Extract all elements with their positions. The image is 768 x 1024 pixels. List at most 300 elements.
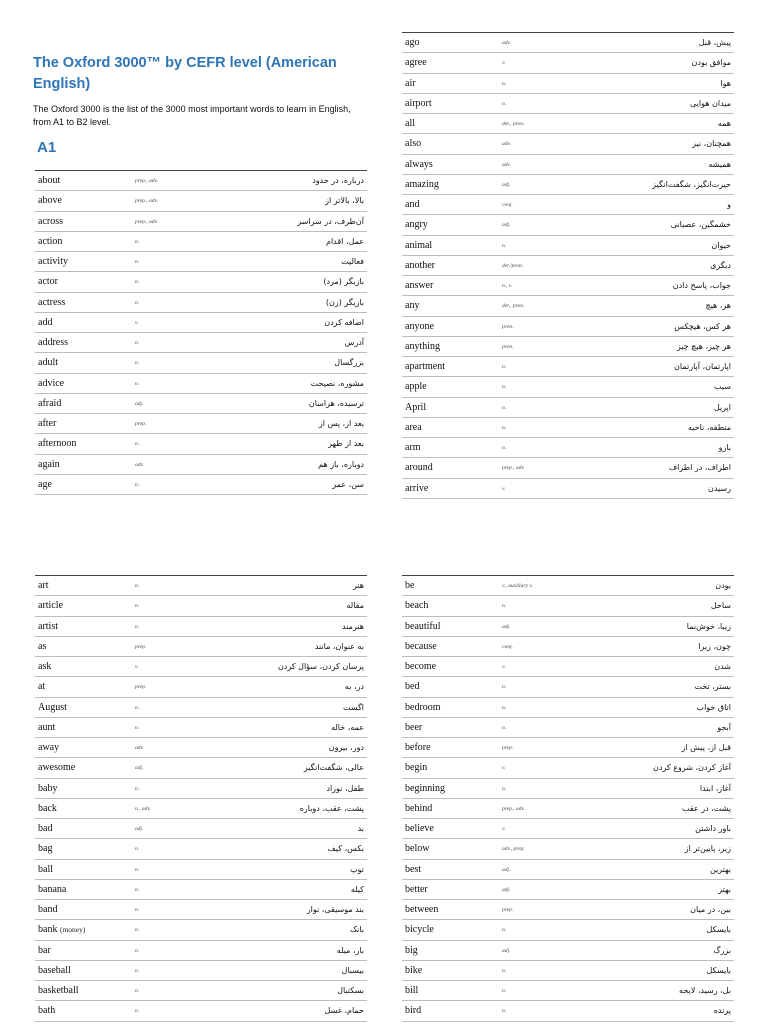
part-of-speech: n. <box>502 364 507 370</box>
headword <box>38 317 52 329</box>
part-of-speech: n., adv. <box>135 805 151 812</box>
table-row <box>402 317 734 337</box>
part-of-speech: n. <box>502 988 507 994</box>
headword-text: actress <box>38 296 66 308</box>
word-table-a1-part1 <box>35 170 367 495</box>
headword <box>405 240 432 252</box>
headword <box>38 459 60 471</box>
part-of-speech: det., pron. <box>502 121 525 127</box>
headword <box>405 600 428 612</box>
translation: مقاله <box>346 601 364 611</box>
translation: دوباره، باز هم <box>318 459 364 469</box>
headword-text: ball <box>38 863 53 875</box>
headword-text: after <box>38 418 57 429</box>
headword <box>38 580 49 592</box>
headword-text: be <box>405 580 415 591</box>
headword <box>405 924 434 936</box>
translation: بار، میله <box>336 945 364 955</box>
headword-text: bike <box>405 964 423 976</box>
headword <box>405 179 439 191</box>
part-of-speech: n. <box>135 441 140 448</box>
table-row <box>402 718 734 738</box>
headword <box>405 483 428 495</box>
headword <box>38 641 46 653</box>
headword-text: away <box>38 742 60 753</box>
translation: حمام، غسل <box>324 1006 364 1016</box>
translation: اپریل <box>713 402 731 412</box>
headword <box>38 985 79 997</box>
table-row <box>402 637 734 657</box>
translation: توپ <box>350 864 364 874</box>
headword-text: at <box>38 681 46 693</box>
part-of-speech: adv. <box>502 141 511 148</box>
part-of-speech: conj. <box>502 643 513 650</box>
headword-text: bird <box>405 1005 422 1017</box>
headword-text: baby <box>38 782 58 794</box>
table-row <box>35 880 367 900</box>
translation: بهترین <box>709 864 731 874</box>
part-of-speech: n. <box>135 238 140 245</box>
translation: کیله <box>350 884 364 894</box>
translation: عمه، خاله <box>331 722 364 732</box>
headword-text: area <box>405 421 422 433</box>
part-of-speech: n. <box>502 967 507 974</box>
translation: پشت، در عقب <box>682 803 731 813</box>
translation: بعد از ظهر <box>328 439 364 449</box>
part-of-speech: adv., prep. <box>502 846 525 853</box>
translation: بایسکل <box>706 925 731 935</box>
translation: فعالیت <box>341 257 364 266</box>
headword-text: activity <box>38 256 68 267</box>
part-of-speech: n. <box>502 242 507 249</box>
headword <box>38 742 59 754</box>
headword <box>405 823 434 835</box>
part-of-speech: adj. <box>502 222 511 229</box>
translation: پرنده <box>713 1006 731 1016</box>
translation: همیشه <box>708 159 731 169</box>
translation: بین، در میان <box>690 905 731 914</box>
table-row <box>35 252 367 272</box>
part-of-speech: n. <box>135 927 140 934</box>
part-of-speech: det., pron. <box>502 303 525 310</box>
table-row <box>402 398 734 418</box>
headword-text: begin <box>405 762 428 774</box>
headword-text: bar <box>38 944 51 956</box>
headword-text: become <box>405 661 437 672</box>
level-heading: A1 <box>37 139 57 156</box>
headword <box>405 945 418 957</box>
headword <box>405 260 435 272</box>
headword <box>405 884 428 896</box>
translation: بازیگر (مرد) <box>323 277 364 287</box>
headword <box>405 422 422 434</box>
headword <box>38 924 85 936</box>
table-row <box>35 920 367 940</box>
part-of-speech: n. <box>502 603 507 610</box>
table-row <box>35 839 367 859</box>
headword <box>38 297 65 309</box>
headword-text: angry <box>405 219 428 231</box>
headword <box>405 402 426 414</box>
part-of-speech: v., auxiliary v. <box>502 583 533 589</box>
translation: ترسیده، هراسان <box>308 398 364 408</box>
part-of-speech: n. <box>135 1008 140 1015</box>
part-of-speech: v. <box>502 765 506 772</box>
part-of-speech: n. <box>135 846 140 853</box>
headword-text: all <box>405 118 415 129</box>
part-of-speech: prep. <box>135 684 147 691</box>
part-of-speech: n. <box>135 866 140 873</box>
headword <box>405 742 431 754</box>
part-of-speech: adj. <box>135 400 144 407</box>
table-row <box>402 839 734 859</box>
table-row <box>402 276 734 296</box>
part-of-speech: n. <box>135 259 140 265</box>
intro-text: The Oxford 3000 is the list of the 3000 most important words to learn in English, from A1 to B2 level. <box>33 104 351 127</box>
headword <box>405 681 419 693</box>
translation: مشوره، نصیحت <box>310 378 364 388</box>
part-of-speech: n. <box>135 967 140 974</box>
table-row <box>402 296 734 316</box>
headword <box>405 580 414 592</box>
translation: چون، زیرا <box>698 641 731 651</box>
translation: سیب <box>714 382 731 392</box>
headword-text: behind <box>405 802 433 814</box>
part-of-speech: adv. <box>502 40 511 46</box>
table-row <box>35 819 367 839</box>
headword-text: apple <box>405 381 427 393</box>
table-row <box>35 333 367 353</box>
headword-text: advice <box>38 377 65 389</box>
table-row <box>35 718 367 738</box>
headword-text: bath <box>38 1005 56 1017</box>
headword-text: basketball <box>38 985 79 996</box>
part-of-speech: n. <box>502 927 507 934</box>
part-of-speech: adv. <box>135 745 144 751</box>
translation: بزرگسال <box>334 358 364 368</box>
table-row <box>35 293 367 313</box>
part-of-speech: prep. <box>502 745 514 751</box>
part-of-speech: det./pron. <box>502 262 524 269</box>
table-row <box>402 114 734 134</box>
headword-text: before <box>405 742 431 753</box>
translation: رسیدن <box>707 483 731 493</box>
table-row <box>402 236 734 256</box>
table-row <box>35 738 367 758</box>
headword-text: air <box>405 77 416 89</box>
headword-text: bicycle <box>405 924 434 936</box>
headword-text: age <box>38 478 52 490</box>
translation: شدن <box>714 662 731 671</box>
word-table-a1-part3 <box>35 575 367 1022</box>
table-row <box>35 799 367 819</box>
headword-text: around <box>405 462 433 474</box>
table-row <box>402 337 734 357</box>
table-row <box>402 596 734 616</box>
part-of-speech: v. <box>502 826 506 832</box>
part-of-speech: pron. <box>502 343 514 350</box>
table-row <box>402 33 734 53</box>
table-row <box>35 657 367 677</box>
part-of-speech: n. <box>502 724 507 731</box>
headword <box>405 37 419 49</box>
table-row <box>402 920 734 940</box>
headword-text: April <box>405 401 427 413</box>
translation: اطراف، در اطراف <box>668 463 731 473</box>
translation: پرسان کردن، سؤال کردن <box>277 662 364 671</box>
table-row <box>402 155 734 175</box>
headword <box>405 985 418 997</box>
headword <box>38 479 52 491</box>
headword-text: amazing <box>405 178 439 190</box>
headword <box>38 175 60 187</box>
part-of-speech: n. <box>502 424 507 431</box>
headword-text: beautiful <box>405 620 441 632</box>
headword <box>405 341 440 353</box>
table-row <box>402 94 734 114</box>
part-of-speech: n. <box>135 360 140 367</box>
headword-text: actor <box>38 276 58 288</box>
table-row <box>35 414 367 434</box>
sense-note: (money) <box>59 925 86 935</box>
translation: قبل از، پیش از <box>681 743 731 752</box>
headword-text: aunt <box>38 721 56 733</box>
translation: بند موسیقی، نوار <box>306 905 364 914</box>
translation: پیش، قبل <box>698 38 731 47</box>
table-row <box>35 455 367 475</box>
part-of-speech: n. <box>135 603 140 610</box>
part-of-speech: n. <box>502 785 507 792</box>
table-row <box>402 799 734 819</box>
table-row <box>402 900 734 920</box>
part-of-speech: n. <box>135 380 140 387</box>
translation: آن‌طرف، در سراسر <box>297 216 364 226</box>
headword-text: also <box>405 138 422 150</box>
headword <box>405 219 428 231</box>
translation: آغاز کردن، شروع کردن <box>653 763 731 773</box>
headword <box>405 1005 421 1017</box>
part-of-speech: n. <box>502 80 507 87</box>
part-of-speech: n. <box>135 907 140 913</box>
part-of-speech: n. <box>135 704 140 711</box>
table-row <box>402 617 734 637</box>
headword-text: art <box>38 580 49 591</box>
translation: آدرس <box>344 338 364 347</box>
headword-text: bill <box>405 985 419 996</box>
translation: اضافه کردن <box>324 317 364 327</box>
headword <box>38 276 58 288</box>
headword-text: answer <box>405 280 434 291</box>
headword <box>38 904 57 916</box>
table-row <box>35 677 367 697</box>
headword-text: bed <box>405 681 420 693</box>
headword-text: always <box>405 158 433 170</box>
headword-text: afraid <box>38 397 62 409</box>
headword-text: beach <box>405 600 429 612</box>
table-row <box>402 377 734 397</box>
translation: بازو <box>718 443 731 452</box>
headword <box>38 702 67 714</box>
part-of-speech: n. <box>135 886 140 893</box>
part-of-speech: adj. <box>502 886 511 893</box>
translation: بهتر <box>718 884 731 894</box>
table-row <box>402 1001 734 1021</box>
part-of-speech: adv. <box>135 461 144 468</box>
part-of-speech: n. <box>135 279 140 286</box>
translation: زیبا، خوش‌نما <box>686 621 731 631</box>
table-row <box>402 479 734 499</box>
headword-text: back <box>38 802 57 814</box>
headword <box>405 199 419 211</box>
headword-text: beer <box>405 721 423 733</box>
table-row <box>402 779 734 799</box>
part-of-speech: prep., adv. <box>135 198 158 205</box>
headword <box>405 843 429 855</box>
headword <box>38 337 68 349</box>
table-row <box>35 475 367 495</box>
table-row <box>35 860 367 880</box>
headword-text: big <box>405 944 418 956</box>
translation: طفل، نوزاد <box>326 783 364 793</box>
headword <box>38 438 76 450</box>
table-row <box>402 941 734 961</box>
table-row <box>35 617 367 637</box>
headword-text: bedroom <box>405 701 441 713</box>
part-of-speech: pron. <box>502 323 514 330</box>
headword <box>405 762 427 774</box>
headword <box>405 803 432 815</box>
translation: عمل، اقدام <box>325 236 364 246</box>
table-row <box>35 232 367 252</box>
translation: درباره، در حدود <box>312 176 364 185</box>
translation: هنر <box>352 581 364 590</box>
table-row <box>402 819 734 839</box>
headword <box>405 300 419 312</box>
table-row <box>402 134 734 154</box>
translation: بستر، تخت <box>694 682 731 692</box>
headword <box>38 600 63 612</box>
table-row <box>402 438 734 458</box>
translation: آغاز، ابتدا <box>699 783 731 793</box>
headword-text: believe <box>405 823 434 834</box>
part-of-speech: n. <box>135 481 140 488</box>
translation: هوا <box>720 78 731 88</box>
table-row <box>402 195 734 215</box>
part-of-speech: v. <box>135 664 139 670</box>
translation: باور داشتن <box>695 824 731 833</box>
part-of-speech: n. <box>502 384 507 391</box>
headword-text: any <box>405 300 420 312</box>
headword-text: agree <box>405 57 427 69</box>
table-row <box>35 961 367 981</box>
headword <box>405 864 421 876</box>
translation: به عنوان، مانند <box>314 641 364 651</box>
table-row <box>35 596 367 616</box>
translation: هر، هیچ <box>705 301 731 311</box>
translation: بایسکل <box>706 965 731 975</box>
table-row <box>402 657 734 677</box>
headword <box>38 418 56 430</box>
word-table-a1-part2 <box>402 32 734 499</box>
part-of-speech: prep., adv. <box>135 178 158 184</box>
headword-text: artist <box>38 620 58 632</box>
table-row <box>35 758 367 778</box>
part-of-speech: n., v. <box>502 283 513 289</box>
headword <box>405 965 422 977</box>
headword-text: anything <box>405 340 440 352</box>
headword <box>405 118 415 130</box>
part-of-speech: prep. <box>502 907 514 913</box>
table-row <box>35 434 367 454</box>
part-of-speech: adv. <box>502 161 511 168</box>
headword <box>405 641 437 653</box>
translation: بازیگر (زن) <box>325 297 364 307</box>
table-row <box>35 900 367 920</box>
part-of-speech: prep., adv. <box>135 218 158 225</box>
translation: دور، بیرون <box>328 743 364 752</box>
translation: همه <box>717 119 731 128</box>
headword <box>38 783 57 795</box>
part-of-speech: n. <box>135 340 140 346</box>
table-row <box>35 353 367 373</box>
table-row <box>35 637 367 657</box>
table-row <box>35 374 367 394</box>
translation: در، به <box>344 682 364 692</box>
headword-text: ago <box>405 37 420 48</box>
translation: اپارتمان، آپارتمان <box>674 362 731 371</box>
table-row <box>402 256 734 276</box>
headword-text: add <box>38 316 53 328</box>
table-row <box>402 758 734 778</box>
headword-text: bank <box>38 924 58 936</box>
table-row <box>402 981 734 1001</box>
headword <box>38 398 61 410</box>
table-row <box>402 458 734 478</box>
headword <box>405 280 433 292</box>
table-row <box>35 212 367 232</box>
part-of-speech: n. <box>135 947 140 954</box>
part-of-speech: n. <box>502 445 507 451</box>
headword-text: afternoon <box>38 438 77 450</box>
headword <box>38 621 58 633</box>
headword <box>38 722 55 734</box>
table-row <box>35 779 367 799</box>
part-of-speech: conj. <box>502 202 513 208</box>
translation: ساحل <box>710 601 731 611</box>
translation: سن، عمر <box>332 479 364 489</box>
translation: حیرت‌انگیز، شگفت‌انگیز <box>652 179 731 189</box>
part-of-speech: v. <box>502 664 506 670</box>
translation: دیگری <box>710 260 731 270</box>
translation: هر چیز، هیچ چیز <box>676 341 731 351</box>
headword <box>405 702 441 714</box>
translation: زیر، پایین‌تر از <box>684 844 731 854</box>
part-of-speech: n. <box>135 299 140 306</box>
headword-text: August <box>38 701 67 713</box>
translation: منطقه، ناحیه <box>687 422 731 432</box>
headword <box>405 159 433 171</box>
headword-text: between <box>405 904 439 915</box>
headword <box>405 78 416 90</box>
headword <box>38 803 57 815</box>
part-of-speech: prep. <box>135 421 147 427</box>
headword <box>38 216 63 228</box>
table-row <box>35 576 367 596</box>
table-row <box>402 860 734 880</box>
translation: همچنان، نیز <box>692 139 731 149</box>
translation: عالی، شگفت‌انگیز <box>303 763 364 773</box>
translation: حیوان <box>711 240 731 250</box>
